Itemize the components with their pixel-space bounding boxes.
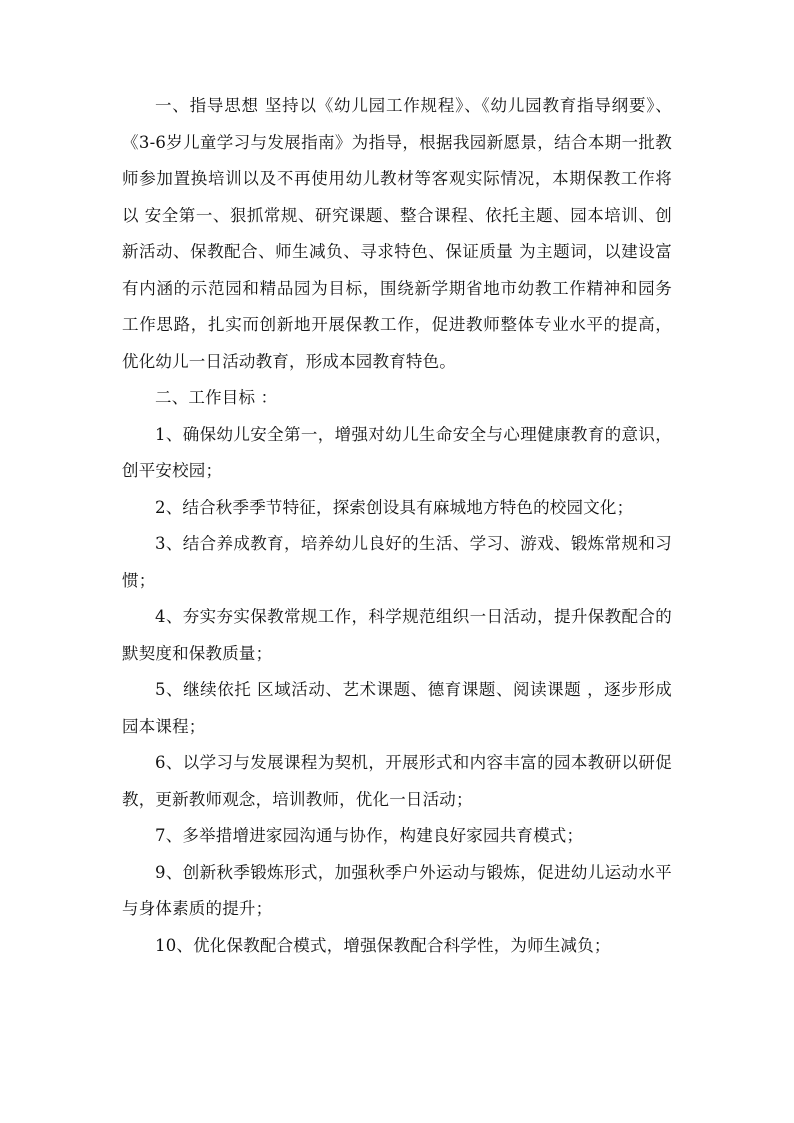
paragraph-work-goals-heading: 二、工作目标 ： <box>155 388 278 407</box>
list-item-goal-5: 5、继续依托 区域活动、艺术课题、德育课题、阅读课题 ，逐步形成园本课程； <box>122 680 672 736</box>
list-item-goal-4: 4、夯实夯实保教常规工作，科学规范组织一日活动，提升保教配合的默契度和保教质量； <box>122 607 672 663</box>
paragraph-guiding-ideology: 一、指导思想 坚持以《幼儿园工作规程》、《幼儿园教育指导纲要》、《3-6岁儿童学习与发展指南》为指导，根据我园新愿景，结合本期一批教师参加置换培训以及不再使用幼儿教材等客观实际情况，本期保教工作将以 安全第一、狠抓常规、研究课题、整合课程、依托主题、园本培训、创新活动、保教配合、师生减负、寻求特色、保证质量 为主题词，以建设富有内涵的示范园和精品园为目标，围绕新学期省地市幼教工作精神和园务工作思路，扎实而创新地开展保教工作，促进教师整体专业水平的提高，优化幼儿一日活动教育，形成本园教育特色。 <box>122 96 672 371</box>
list-item-goal-9: 9、创新秋季锻炼形式，加强秋季户外运动与锻炼，促进幼儿运动水平与身体素质的提升； <box>122 862 672 918</box>
list-item-goal-7: 7、多举措增进家园沟通与协作，构建良好家园共育模式； <box>155 826 584 845</box>
list-item-goal-3: 3、结合养成教育，培养幼儿良好的生活、学习、游戏、锻炼常规和习惯； <box>122 534 672 590</box>
list-item-goal-10: 10、优化保教配合模式，增强保教配合科学性，为师生减负； <box>155 935 611 955</box>
list-item-goal-6: 6、以学习与发展课程为契机，开展形式和内容丰富的园本教研以研促教，更新教师观念，培训教师，优化一日活动； <box>122 753 672 809</box>
document-body <box>122 88 672 964</box>
list-item-goal-1: 1、确保幼儿安全第一，增强对幼儿生命安全与心理健康教育的意识，创平安校园； <box>122 424 672 480</box>
list-item-goal-2: 2、结合秋季季节特征，探索创设具有麻城地方特色的校园文化； <box>155 497 634 517</box>
